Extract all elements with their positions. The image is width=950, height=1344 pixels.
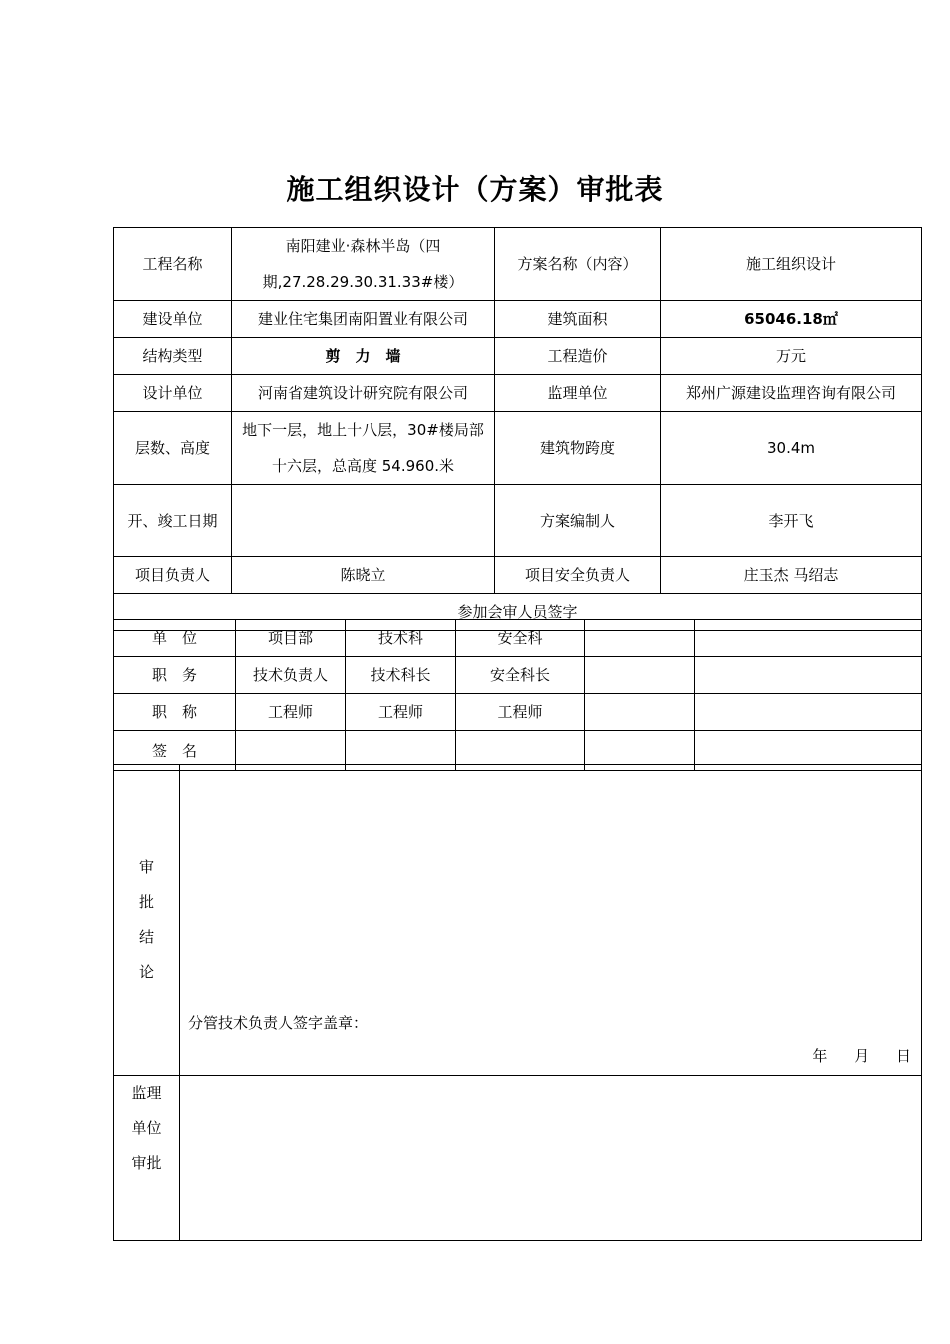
participants-header: 参加会审人员签字 <box>114 594 922 631</box>
supervisor-value: 郑州广源建设监理咨询有限公司 <box>661 375 922 412</box>
unit-cell: 技术科 <box>346 620 456 657</box>
sign-label: 签 名 <box>114 731 236 771</box>
builder-label: 建设单位 <box>114 301 232 338</box>
floors-label: 层数、高度 <box>114 412 232 485</box>
supervision-line: 监理 <box>131 1084 162 1102</box>
dates-label: 开、竣工日期 <box>114 485 232 557</box>
unit-cell: 项目部 <box>236 620 346 657</box>
project-name-label: 工程名称 <box>114 228 232 301</box>
manager-label: 项目负责人 <box>114 557 232 594</box>
area-label: 建筑面积 <box>495 301 661 338</box>
span-value: 30.4m <box>661 412 922 485</box>
rank-label: 职 称 <box>114 694 236 731</box>
span-label: 建筑物跨度 <box>495 412 661 485</box>
empty-cell <box>585 657 695 694</box>
cost-label: 工程造价 <box>495 338 661 375</box>
signature-prompt: 分管技术负责人签字盖章： <box>188 1014 369 1032</box>
supervision-line: 审批 <box>131 1154 162 1172</box>
post-label: 职 务 <box>114 657 236 694</box>
approval-table <box>113 764 922 1241</box>
unit-cell: 安全科 <box>456 620 585 657</box>
scheme-name-value: 施工组织设计 <box>661 228 922 301</box>
post-cell: 技术科长 <box>346 657 456 694</box>
area-value: 65046.18㎡ <box>661 301 922 338</box>
supervision-line: 单位 <box>131 1119 162 1137</box>
author-label: 方案编制人 <box>495 485 661 557</box>
conclusion-char: 批 <box>138 893 154 911</box>
designer-label: 设计单位 <box>114 375 232 412</box>
supervision-content <box>180 1076 922 1241</box>
empty-cell <box>585 620 695 657</box>
supervision-label <box>114 1076 180 1241</box>
project-info-table <box>113 227 922 631</box>
supervisor-label: 监理单位 <box>495 375 661 412</box>
date-line <box>790 1046 911 1066</box>
conclusion-label <box>114 765 180 1076</box>
structure-label: 结构类型 <box>114 338 232 375</box>
scheme-name-label: 方案名称（内容） <box>495 228 661 301</box>
page-title: 施工组织设计（方案）审批表 <box>286 173 664 206</box>
post-cell: 技术负责人 <box>236 657 346 694</box>
conclusion-char: 论 <box>138 963 154 981</box>
designer-value: 河南省建筑设计研究院有限公司 <box>232 375 495 412</box>
post-cell: 安全科长 <box>456 657 585 694</box>
safety-label: 项目安全负责人 <box>495 557 661 594</box>
empty-cell <box>695 620 922 657</box>
year-label: 年 <box>812 1047 828 1065</box>
author-value: 李开飞 <box>661 485 922 557</box>
day-label: 日 <box>895 1047 911 1065</box>
rank-cell: 工程师 <box>456 694 585 731</box>
safety-value: 庄玉杰 马绍志 <box>661 557 922 594</box>
manager-value: 陈晓立 <box>232 557 495 594</box>
month-label: 月 <box>854 1047 870 1065</box>
rank-cell: 工程师 <box>236 694 346 731</box>
review-signature-table <box>113 619 922 771</box>
unit-label: 单 位 <box>114 620 236 657</box>
conclusion-char: 审 <box>138 858 154 876</box>
floors-value: 地下一层，地上十八层，30#楼局部十六层，总高度 54.960.米 <box>232 412 495 485</box>
empty-cell <box>585 694 695 731</box>
empty-cell <box>695 694 922 731</box>
dates-value <box>232 485 495 557</box>
builder-value: 建业住宅集团南阳置业有限公司 <box>232 301 495 338</box>
cost-value: 万元 <box>661 338 922 375</box>
empty-cell <box>695 657 922 694</box>
structure-value: 剪 力 墙 <box>232 338 495 375</box>
conclusion-content <box>180 765 922 1076</box>
rank-cell: 工程师 <box>346 694 456 731</box>
conclusion-char: 结 <box>138 928 154 946</box>
project-name-value: 南阳建业·森林半岛（四期,27.28.29.30.31.33#楼） <box>232 228 495 301</box>
